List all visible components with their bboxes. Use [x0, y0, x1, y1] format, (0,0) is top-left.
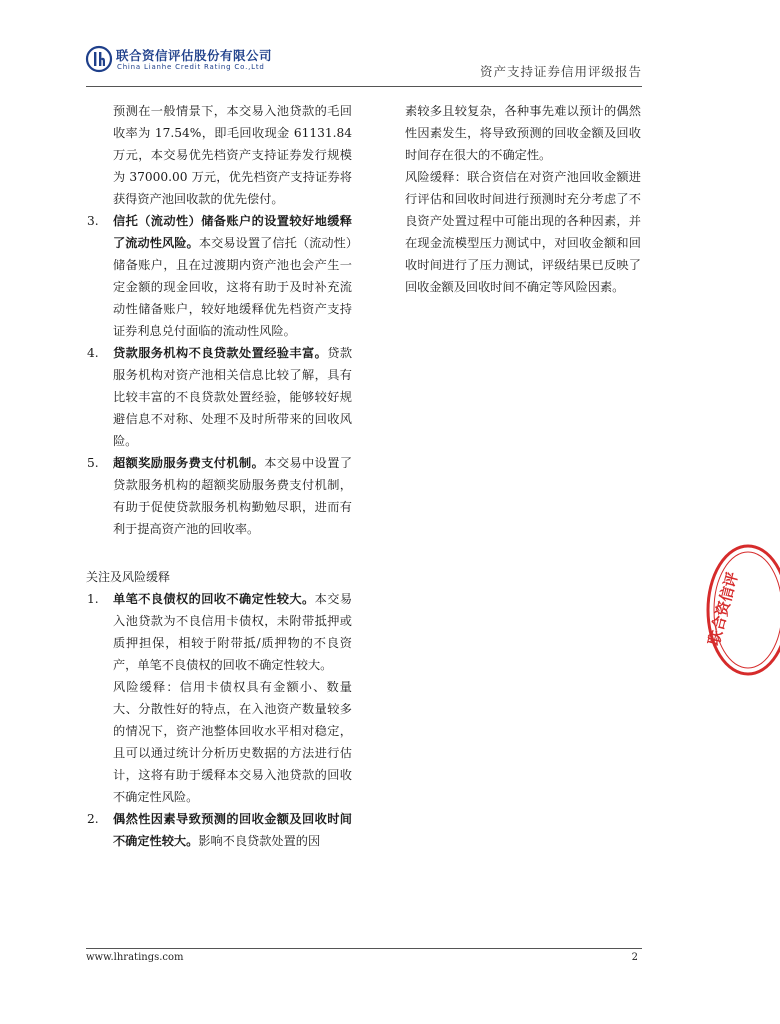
item-heading: 超额奖励服务费支付机制。 [113, 456, 265, 470]
page-number: 2 [631, 952, 638, 963]
item-number: 4. [87, 346, 99, 360]
footer-url[interactable]: www.lhratings.com [86, 952, 184, 963]
item-number: 3. [87, 214, 99, 228]
item-heading: 偶然性因素导致预测的回收金额及回收时间不确定性较大。 [113, 812, 352, 848]
item-text: 本交易中设置了贷款服务机构的超额奖励服务费支付机制，有助于促使贷款服务机构勤勉尽职，进而有利于提高资产池的回收率。 [113, 456, 353, 536]
item-text: 影响不良贷款处置的因 [198, 834, 321, 848]
list-item-5 [86, 452, 352, 540]
seal-text: 联合资信评 [704, 570, 742, 648]
section-heading: 关注及风险缓释 [86, 570, 171, 584]
item-number: 5. [87, 456, 99, 470]
item-heading: 信托（流动性）储备账户的设置较好地缓释了流动性风险。 [113, 214, 352, 250]
header-divider [86, 86, 642, 87]
right-column [405, 100, 641, 298]
left-column [86, 100, 352, 852]
item-text: 本交易入池贷款为不良信用卡债权，未附带抵押或质押担保，相较于附带抵/质押物的不良资产，单笔不良债权的回收不确定性较大。 [113, 592, 353, 672]
list-item-3 [86, 210, 352, 342]
report-title: 资产支持证券信用评级报告 [479, 64, 642, 79]
page-header [86, 40, 642, 84]
item-heading: 贷款服务机构不良贷款处置经验丰富。 [113, 346, 328, 360]
item-text: 本交易设置了信托（流动性）储备账户，且在过渡期内资产池也会产生一定金额的现金回收，这将有助于及时补充流动性储备账户，较好地缓释优先档资产支持证券利息兑付面临的流动性风险。 [113, 236, 352, 338]
risk-item-2 [86, 808, 352, 852]
company-name-en: China Lianhe Credit Rating Co.,Ltd [117, 63, 265, 71]
company-name-cn: 联合资信评估股份有限公司 [116, 48, 273, 63]
company-seal-icon [700, 540, 780, 680]
item-number: 1. [87, 592, 99, 606]
continuation-paragraph: 素较多且较复杂，各种事先难以预计的偶然性因素发生，将导致预测的回收金额及回收时间存在很大的不确定性。 [405, 104, 641, 162]
company-logo-icon [86, 46, 112, 72]
risk-mitigation-2: 风险缓释：联合资信在对资产池回收金额进行评估和回收时间进行预测时充分考虑了不良资产处置过程中可能出现的各种因素，并在现金流模型压力测试中，对回收金额和回收时间进行了压力测试，评级结果已反映了回收金额及回收时间不确定等风险因素。 [405, 170, 641, 294]
item-heading: 单笔不良债权的回收不确定性较大。 [113, 592, 315, 606]
risk-item-1 [86, 588, 352, 676]
intro-paragraph: 预测在一般情景下，本交易入池贷款的毛回收率为 17.54%，即毛回收现金 61131.84 万元，本交易优先档资产支持证券发行规模为 37000.00 万元，优先档资产支持证券将获得资产池回收款的优先偿付。 [113, 104, 352, 206]
list-item-4 [86, 342, 352, 452]
item-text: 贷款服务机构对资产池相关信息比较了解，具有比较丰富的不良贷款处置经验，能够较好规避信息不对称、处理不及时所带来的回收风险。 [113, 346, 353, 448]
item-number: 2. [87, 812, 99, 826]
risk-mitigation-1: 风险缓释：信用卡债权具有金额小、数量大、分散性好的特点，在入池资产数量较多的情况下，资产池整体回收水平相对稳定，且可以通过统计分析历史数据的方法进行估计，这将有助于缓释本交易入池贷款的回收不确定性风险。 [113, 680, 352, 804]
footer-divider [86, 948, 642, 949]
